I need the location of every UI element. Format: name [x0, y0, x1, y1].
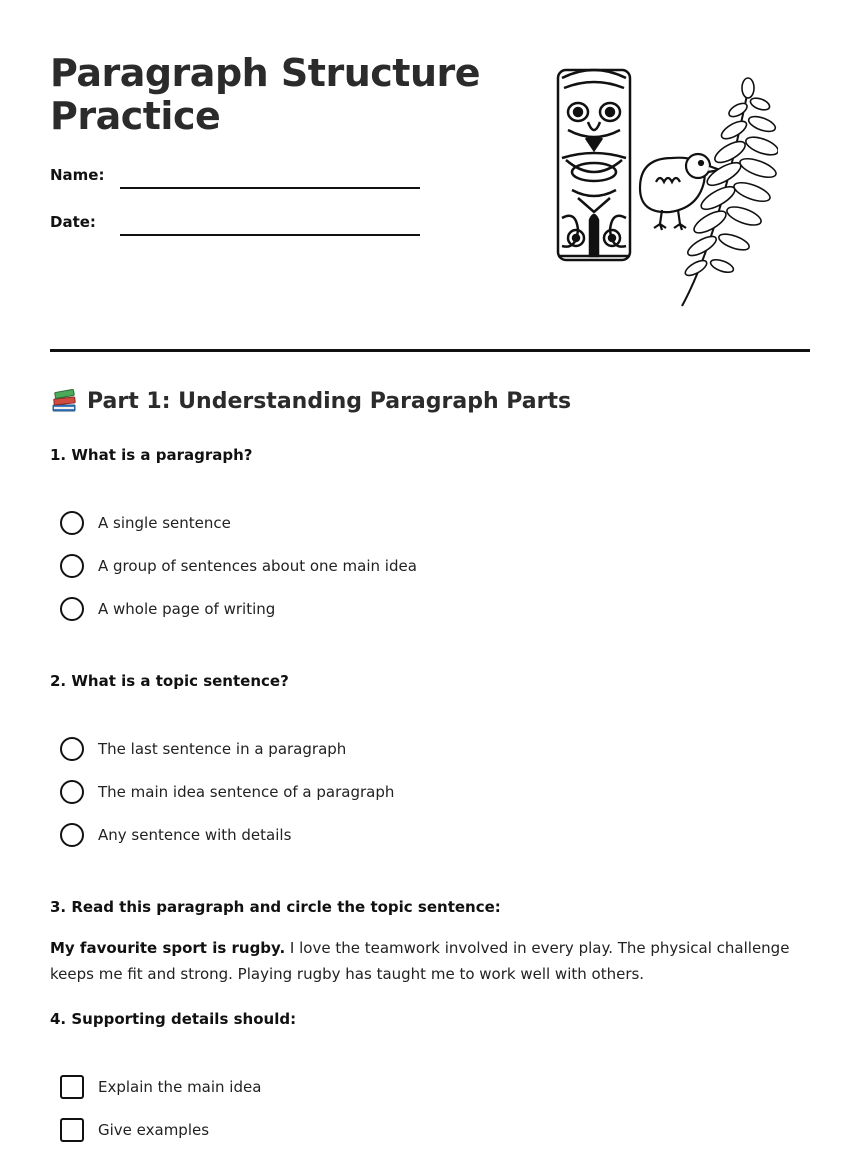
totem-pole-icon — [558, 70, 630, 260]
q1-option-3[interactable] — [60, 596, 275, 622]
option-label: A single sentence — [98, 514, 231, 532]
q4-option-2[interactable] — [60, 1117, 209, 1143]
sample-paragraph — [50, 935, 810, 987]
option-label: Explain the main idea — [98, 1078, 262, 1096]
checkbox[interactable] — [60, 1118, 84, 1142]
q1-option-2[interactable] — [60, 553, 417, 579]
part1-heading-text: Part 1: Understanding Paragraph Parts — [87, 388, 572, 414]
date-field[interactable] — [120, 234, 420, 236]
option-label: Any sentence with details — [98, 826, 292, 844]
name-field[interactable] — [120, 187, 420, 189]
option-label: A group of sentences about one main idea — [98, 557, 417, 575]
question-4: 4. Supporting details should: — [50, 1010, 297, 1028]
q4-option-1[interactable] — [60, 1074, 261, 1100]
option-label: A whole page of writing — [98, 600, 276, 618]
q2-option-3[interactable] — [60, 822, 291, 848]
supporting-sentences: I love the teamwork involved in every play. The physical challenge keeps me fit and strong. Playing rugby has taught me to work well with others. — [50, 939, 790, 983]
question-2: 2. What is a topic sentence? — [50, 672, 289, 690]
radio-button[interactable] — [60, 554, 84, 578]
q2-option-2[interactable] — [60, 779, 394, 805]
part1-heading — [50, 387, 571, 415]
radio-button[interactable] — [60, 511, 84, 535]
question-1: 1. What is a paragraph? — [50, 446, 253, 464]
header-illustration — [548, 60, 778, 312]
q1-option-1[interactable] — [60, 510, 231, 536]
radio-button[interactable] — [60, 780, 84, 804]
name-label: Name: — [50, 166, 105, 184]
topic-sentence[interactable]: My favourite sport is rugby. — [50, 939, 286, 957]
page-title: Paragraph Structure Practice — [50, 51, 481, 138]
option-label: Give examples — [98, 1121, 210, 1139]
option-label: The main idea sentence of a paragraph — [98, 783, 395, 801]
question-3: 3. Read this paragraph and circle the topic sentence: — [50, 898, 501, 916]
section-divider — [50, 349, 810, 352]
radio-button[interactable] — [60, 597, 84, 621]
radio-button[interactable] — [60, 737, 84, 761]
checkbox[interactable] — [60, 1075, 84, 1099]
books-icon — [50, 387, 78, 415]
radio-button[interactable] — [60, 823, 84, 847]
q2-option-1[interactable] — [60, 736, 346, 762]
date-label: Date: — [50, 213, 96, 231]
option-label: The last sentence in a paragraph — [98, 740, 347, 758]
